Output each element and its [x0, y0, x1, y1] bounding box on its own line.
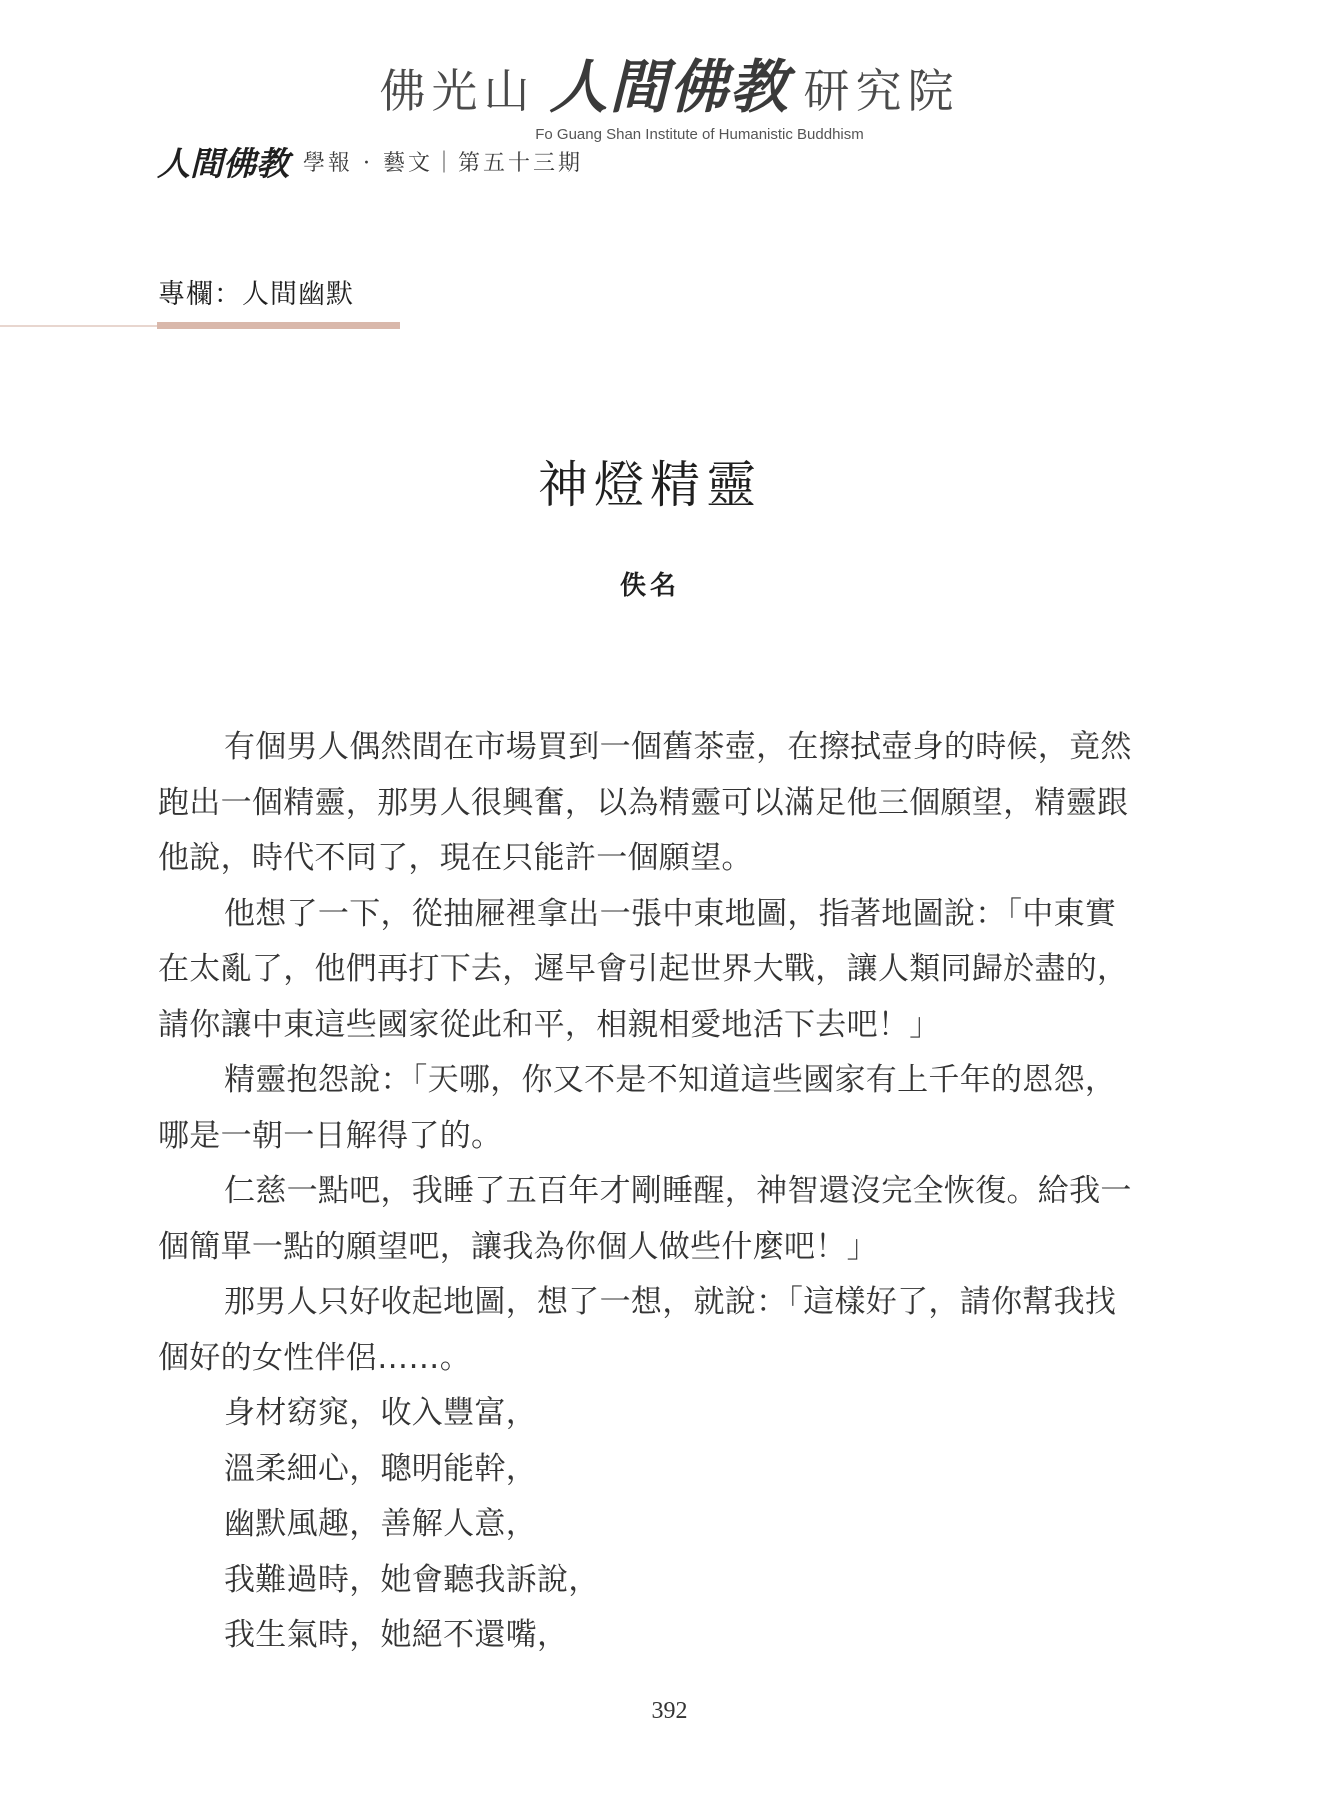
verse-line: 溫柔細心，聰明能幹， [224, 1450, 537, 1487]
body-paragraph: 仁慈一點吧，我睡了五百年才剛睡醒，神智還沒完全恢復。給我一個簡單一點的願望吧，讓我為你個人做些什麼吧！」 [158, 1173, 1132, 1265]
column-label: 專欄：人間幽默 [158, 279, 354, 310]
article-title: 神燈精靈 [538, 456, 762, 514]
institute-name [0, 40, 1339, 124]
institute-name-right: 研究院 [803, 64, 960, 118]
institute-masthead [0, 40, 1339, 143]
body-paragraph: 精靈抱怨說：「天哪，你又不是不知道這些國家有上千年的恩怨，哪是一朝一日解得了的。 [158, 1062, 1117, 1154]
article-author: 佚名 [619, 571, 680, 601]
body-paragraph: 有個男人偶然間在市場買到一個舊茶壺，在擦拭壺身的時候，竟然跑出一個精靈，那男人很興奮，以為精靈可以滿足他三個願望，精靈跟他說，時代不同了，現在只能許一個願望。 [158, 729, 1132, 876]
column-underline-bar [157, 322, 400, 329]
body-paragraph: 他想了一下，從抽屜裡拿出一張中東地圖，指著地圖說：「中東實在太亂了，他們再打下去，遲早會引起世界大戰，讓人類同歸於盡的，請你讓中東這些國家從此和平，相親相愛地活下去吧！」 [158, 895, 1129, 1043]
body-paragraph: 那男人只好收起地圖，想了一想，就說：「這樣好了，請你幫我找個好的女性伴侶……。 [158, 1284, 1117, 1376]
journal-logo: 人間佛教 [157, 144, 289, 183]
verse-line: 幽默風趣，善解人意， [224, 1506, 537, 1542]
page-number: 392 [651, 1698, 688, 1724]
journal-header [157, 138, 583, 185]
verse-line: 身材窈窕，收入豐富， [224, 1395, 537, 1431]
institute-calligraphy-logo: 人間佛教 [549, 53, 790, 121]
verse-line: 我難過時，她會聽我訴說， [224, 1561, 600, 1598]
journal-issue-info: 學報 · 藝文｜第五十三期 [303, 151, 583, 176]
institute-name-left: 佛光山 [379, 64, 536, 118]
institute-english-name: Fo Guang Shan Institute of Humanistic Buddhism [535, 126, 864, 143]
verse-line: 我生氣時，她絕不還嘴， [224, 1617, 569, 1653]
article-body [158, 720, 1143, 1664]
